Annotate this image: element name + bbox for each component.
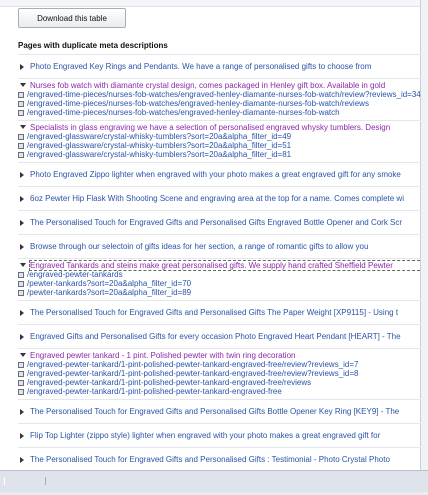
- page-icon: [18, 389, 24, 395]
- page-url-link[interactable]: /engraved-pewter-tankard/1-pint-polished-pewter-tankard-engraved-free: [27, 387, 282, 396]
- page-icon: [18, 110, 24, 116]
- page-icon: [18, 362, 24, 368]
- page-url-link[interactable]: /engraved-pewter-tankard/1-pint-polished-pewter-tankard-engraved-free/review?reviews_id=7: [27, 360, 359, 369]
- top-edge: [0, 0, 420, 7]
- page-icon: [18, 272, 24, 278]
- list-item-head: [30, 62, 424, 71]
- page-icon: [18, 134, 24, 140]
- triangle-right-icon[interactable]: [20, 64, 24, 70]
- description-link[interactable]: 6oz Pewter Hip Flask With Shooting Scene and engraving area at the top for a name. Comes complete wi: [30, 194, 404, 203]
- description-link[interactable]: Engraved pewter tankard - 1 pint. Polished pewter with twin ring decoration: [30, 351, 296, 360]
- list-item-head: [30, 351, 424, 360]
- list-item[interactable]: [18, 324, 424, 348]
- page-url-row: [18, 360, 424, 369]
- description-link[interactable]: Engraved Tankards and steins make great personalised gifts. We supply hand crafted Sheffield Pewter: [30, 261, 393, 270]
- page-icon: [18, 290, 24, 296]
- list-item-head: [30, 170, 424, 179]
- page-icon: [18, 92, 24, 98]
- description-link[interactable]: Flip Top Lighter (zippo style) lighter when engraved with your photo makes a great engraved gift for: [30, 431, 381, 440]
- list-item[interactable]: [18, 348, 424, 399]
- page-url-link[interactable]: /engraved-pewter-tankard/1-pint-polished-pewter-tankard-engraved-free/reviews: [27, 378, 312, 387]
- page-url-link[interactable]: /pewter-tankards?sort=20a&alpha_filter_id=70: [27, 279, 192, 288]
- list-item-head: [30, 455, 424, 464]
- list-item[interactable]: [18, 300, 424, 324]
- description-link[interactable]: Photo Engraved Zippo lighter when engraved with your photo makes a great engraved gift for any smoke: [30, 170, 401, 179]
- triangle-right-icon[interactable]: [20, 172, 24, 178]
- page-url-link[interactable]: /engraved-pewter-tankard/1-pint-polished-pewter-tankard-engraved-free/review?reviews_id=8: [27, 369, 359, 378]
- triangle-right-icon[interactable]: [20, 334, 24, 340]
- description-link[interactable]: Nurses fob watch with diamante crystal design, comes packaged in Henley gift box. Available in gold: [30, 81, 386, 90]
- page-url-link[interactable]: /engraved-time-pieces/nurses-fob-watches/engraved-henley-diamante-nurses-fob-watch/review?reviews_id=34: [27, 90, 421, 99]
- page-url-row: [18, 132, 424, 141]
- page-url-row: [18, 387, 424, 396]
- triangle-right-icon[interactable]: [20, 220, 24, 226]
- triangle-right-icon[interactable]: [20, 196, 24, 202]
- triangle-down-icon[interactable]: [20, 83, 26, 87]
- triangle-down-icon[interactable]: [20, 263, 26, 267]
- list-item[interactable]: [18, 258, 424, 300]
- list-item[interactable]: [18, 447, 424, 471]
- list-item[interactable]: [18, 162, 424, 186]
- page-icon: [18, 152, 24, 158]
- description-link[interactable]: The Personalised Touch for Engraved Gifts and Personalised Gifts : Testimonial - Photo Crystal Photo: [30, 455, 390, 464]
- description-link[interactable]: The Personalised Touch for Engraved Gifts and Personalised Gifts Engraved Bottle Opener and Cork Scr: [30, 218, 403, 227]
- list-item[interactable]: [18, 399, 424, 423]
- duplicate-descriptions-list: [18, 54, 424, 495]
- page-url-link[interactable]: /pewter-tankards?sort=20a&alpha_filter_id=89: [27, 288, 192, 297]
- page-url-link[interactable]: /engraved-time-pieces/nurses-fob-watches/engraved-henley-diamante-nurses-fob-watch/reviews: [27, 99, 369, 108]
- list-item-head: [30, 431, 424, 440]
- page-url-row: [18, 288, 424, 297]
- list-item-head: [30, 242, 424, 251]
- description-link[interactable]: The Personalised Touch for Engraved Gifts and Personalised Gifts Bottle Opener Key Ring [KEY9] - The: [30, 407, 400, 416]
- list-item-head: [30, 123, 424, 132]
- list-item-head: [30, 407, 424, 416]
- list-item[interactable]: [18, 186, 424, 210]
- status-grip: [4, 477, 46, 485]
- description-link[interactable]: Specialists in glass engraving we have a selection of personalised engraved whysky tumblers. Design: [30, 123, 391, 132]
- section-heading: Pages with duplicate meta descriptions: [18, 41, 168, 50]
- page-icon: [18, 371, 24, 377]
- description-link[interactable]: Engraved Gifts and Personalised Gifts for every occasion Photo Engraved Heart Pendant [HEART] - The: [30, 332, 401, 341]
- triangle-right-icon[interactable]: [20, 457, 24, 463]
- page-url-row: [18, 90, 424, 99]
- triangle-right-icon[interactable]: [20, 310, 24, 316]
- page-url-row: [18, 279, 424, 288]
- list-item[interactable]: [18, 423, 424, 447]
- page-icon: [18, 281, 24, 287]
- list-item[interactable]: [18, 54, 424, 78]
- download-table-button[interactable]: Download this table: [18, 8, 126, 28]
- page-url-link[interactable]: /engraved-glassware/crystal-whisky-tumblers?sort=20a&alpha_filter_id=81: [27, 150, 292, 159]
- page-url-row: [18, 99, 424, 108]
- list-item-head: [30, 332, 424, 341]
- page-url-link[interactable]: /engraved-glassware/crystal-whisky-tumblers?sort=20a&alpha_filter_id=51: [27, 141, 292, 150]
- page-url-row: [18, 108, 424, 117]
- triangle-down-icon[interactable]: [20, 125, 26, 129]
- page-url-row: [18, 369, 424, 378]
- page-icon: [18, 101, 24, 107]
- list-item-head: [30, 194, 424, 203]
- page-icon: [18, 380, 24, 386]
- page-url-link[interactable]: /engraved-time-pieces/nurses-fob-watches/engraved-henley-diamante-nurses-fob-watch: [27, 108, 340, 117]
- page-icon: [18, 143, 24, 149]
- page-url-link[interactable]: /engraved-pewter-tankards: [27, 270, 123, 279]
- description-link[interactable]: Browse through our selectoin of gifts ideas for her section, a range of romantic gifts to allow you: [30, 242, 369, 251]
- triangle-down-icon[interactable]: [20, 353, 26, 357]
- list-item[interactable]: [18, 120, 424, 162]
- page-url-row: [18, 270, 424, 279]
- list-item[interactable]: [18, 234, 424, 258]
- page-url-row: [18, 378, 424, 387]
- page-url-row: [18, 141, 424, 150]
- list-item[interactable]: [18, 78, 424, 120]
- triangle-right-icon[interactable]: [20, 409, 24, 415]
- list-item-head: [30, 261, 424, 270]
- list-item-head: [30, 308, 424, 317]
- list-item[interactable]: [18, 210, 424, 234]
- description-link[interactable]: The Personalised Touch for Engraved Gifts and Personalised Gifts The Paper Weight [XP9115] - Using t: [30, 308, 399, 317]
- triangle-right-icon[interactable]: [20, 433, 24, 439]
- description-link[interactable]: Photo Engraved Key Rings and Pendants. We have a range of personalised gifts to choose from: [30, 62, 372, 71]
- list-item-head: [30, 218, 424, 227]
- page-url-link[interactable]: /engraved-glassware/crystal-whisky-tumblers?sort=20a&alpha_filter_id=49: [27, 132, 292, 141]
- list-item-head: [30, 81, 424, 90]
- status-bar: [0, 470, 428, 492]
- vertical-scrollbar[interactable]: [421, 0, 428, 470]
- triangle-right-icon[interactable]: [20, 244, 24, 250]
- page-url-row: [18, 150, 424, 159]
